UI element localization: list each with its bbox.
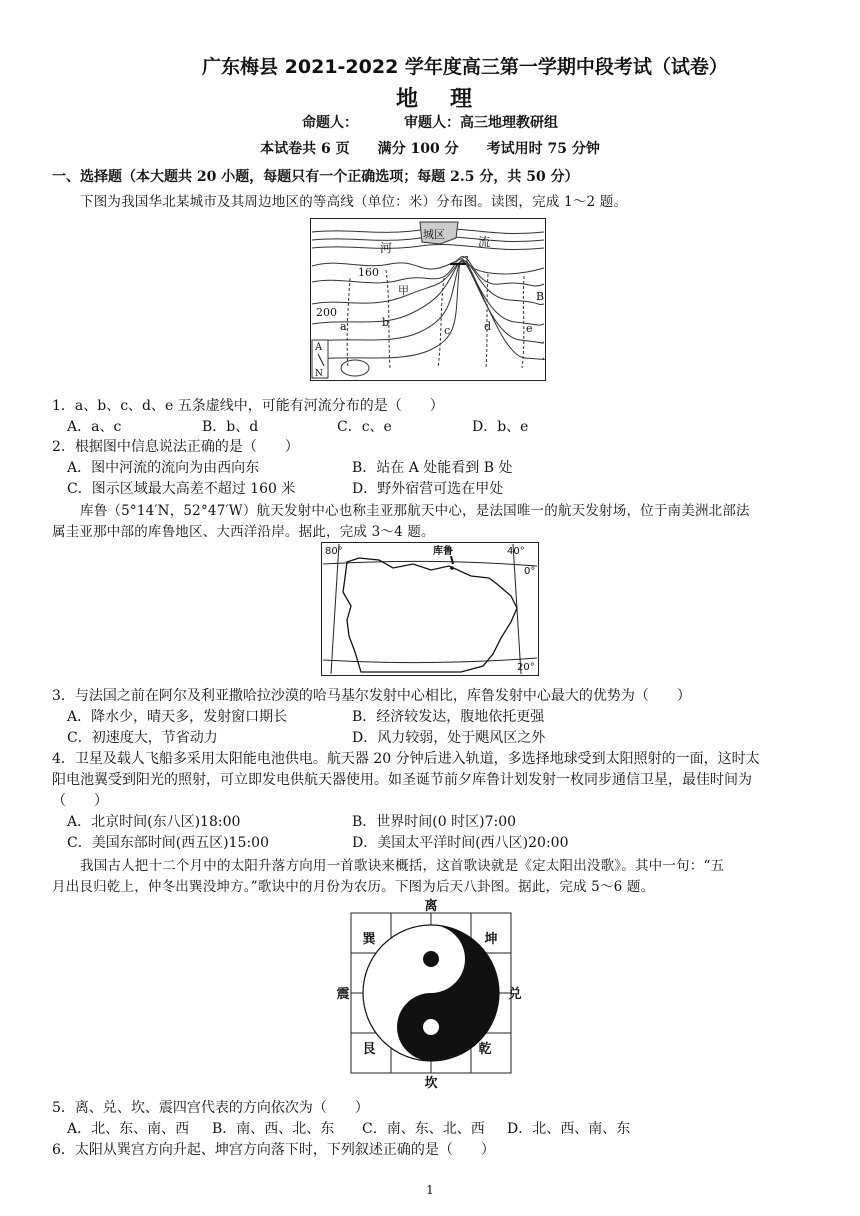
q1-stem: 1．a、b、c、d、e 五条虚线中，可能有河流分布的是（ ） [52,398,444,414]
label-gen: 艮 [362,1042,376,1057]
kourou-map-figure [321,542,539,676]
exam-title: 广东梅县 2021-2022 学年度高三第一学期中段考试（试卷） [202,56,728,78]
intro-3-line1: 我国古人把十二个月中的太阳升落方向用一首歌诀来概括，这首歌诀就是《定太阳出没歌》。其中一句：“五 [80,858,725,874]
label-qian: 乾 [478,1042,492,1057]
label-kun: 坤 [484,932,498,947]
q1-opt-a: A．a、c [67,419,122,435]
q4-stem-line3: （ ） [52,793,108,809]
label-kan: 坎 [424,1076,438,1089]
q2-opt-a: A．图中河流的流向为由西向东 [67,460,260,476]
label-b: b [382,316,390,329]
label-0deg: 0° [524,566,536,577]
label-a: a [340,320,347,333]
label-kourou: 库鲁 [433,546,453,557]
q2-opt-b: B．站在 A 处能看到 B 处 [352,460,513,476]
label-zhen: 震 [336,987,350,1002]
q3-opt-b: B．经济较发达，腹地依托更强 [352,709,545,725]
q5-stem: 5．离、兑、坎、震四宫代表的方向依次为（ ） [52,1100,369,1116]
q4-opt-c: C．美国东部时间(西五区)15:00 [67,835,269,851]
q3-opt-c: C．初速度大，节省动力 [67,730,218,746]
q2-stem: 2．根据图中信息说法正确的是（ ） [52,439,299,455]
label-80w: 80° [325,546,343,557]
label-city: 城区 [423,228,445,241]
bagua-figure [335,897,525,1089]
q5-opt-d: D．北、西、南、东 [507,1121,631,1137]
q5-opt-b: B．南、西、北、东 [212,1121,335,1137]
section-heading: 一、选择题（本大题共 20 小题，每题只有一个正确选项；每题 2.5 分，共 50 分） [52,169,579,185]
q1-opt-d: D．b、e [472,419,529,435]
q4-opt-d: D．美国太平洋时间(西八区)20:00 [352,835,569,851]
q1-opt-c: C．c、e [337,419,392,435]
q5-opt-c: C．南、东、北、西 [362,1121,485,1137]
label-40w: 40° [507,546,525,557]
q4-opt-a: A．北京时间(东八区)18:00 [67,814,241,830]
label-B: B [536,290,545,303]
q2-opt-c: C．图示区域最大高差不超过 160 米 [67,481,296,497]
proposer: 命题人： [302,115,358,131]
subject-title: 地理 [395,86,504,112]
reviewer: 审题人：高三地理教研组 [404,115,558,131]
label-c: c [444,324,451,337]
q4-opt-b: B．世界时间(0 时区)7:00 [352,814,517,830]
label-200: 200 [316,306,337,319]
q4-stem-line2: 阳电池翼受到阳光的照射，可立即发电供航天器使用。如圣诞节前夕库鲁计划发射一枚同步通信卫星，最佳时间为 [52,772,752,788]
label-jia: 甲 [398,284,409,297]
q5-opt-a: A．北、东、南、西 [67,1121,190,1137]
intro-2-line2: 属圭亚那中部的库鲁地区、大西洋沿岸。据此，完成 3～4 题。 [52,524,435,540]
q2-opt-d: D．野外宿营可选在甲处 [352,481,504,497]
intro-3-line2: 月出艮归乾上，仲冬出巽没坤方。”歌诀中的月份为农历。下图为后天八卦图。据此，完成 5～6 题。 [52,879,655,895]
label-e: e [526,322,533,335]
exam-info: 本试卷共 6 页 满分 100 分 考试用时 75 分钟 [260,141,600,157]
contour-map-figure [310,218,546,381]
label-d: d [484,320,492,333]
intro-2-line1: 库鲁（5°14′N，52°47′W）航天发射中心也称圭亚那航天中心，是法国唯一的航天发射场，位于南美洲北部法 [80,503,750,519]
label-river-liu: 流 [478,235,491,249]
label-xun: 巽 [362,932,376,947]
page-number: 1 [426,1183,434,1197]
intro-1: 下图为我国华北某城市及其周边地区的等高线（单位：米）分布图。读图，完成 1～2 题。 [80,194,628,210]
label-dui: 兑 [508,987,522,1002]
q3-opt-d: D．风力较弱，处于飓风区之外 [352,730,546,746]
label-li: 离 [424,899,438,914]
q4-stem-line1: 4．卫星及载人飞船多采用太阳能电池供电。航天器 20 分钟后进入轨道，多选择地球受到太阳照射的一面，这时太 [52,751,760,767]
label-20s: 20° [517,662,535,673]
taiji-symbol [363,925,499,1061]
label-A: A [315,342,323,353]
label-N: N [315,369,323,379]
q1-opt-b: B．b、d [202,419,259,435]
label-160: 160 [358,266,379,279]
q6-stem: 6．太阳从巽宫方向升起、坤宫方向落下时，下列叙述正确的是（ ） [52,1142,495,1158]
authors-line [0,112,860,132]
label-river-he: 河 [380,241,393,255]
q3-stem: 3．与法国之前在阿尔及利亚撒哈拉沙漠的哈马基尔发射中心相比，库鲁发射中心最大的优势为（ ） [52,688,691,704]
q3-opt-a: A．降水少，晴天多，发射窗口期长 [67,709,288,725]
